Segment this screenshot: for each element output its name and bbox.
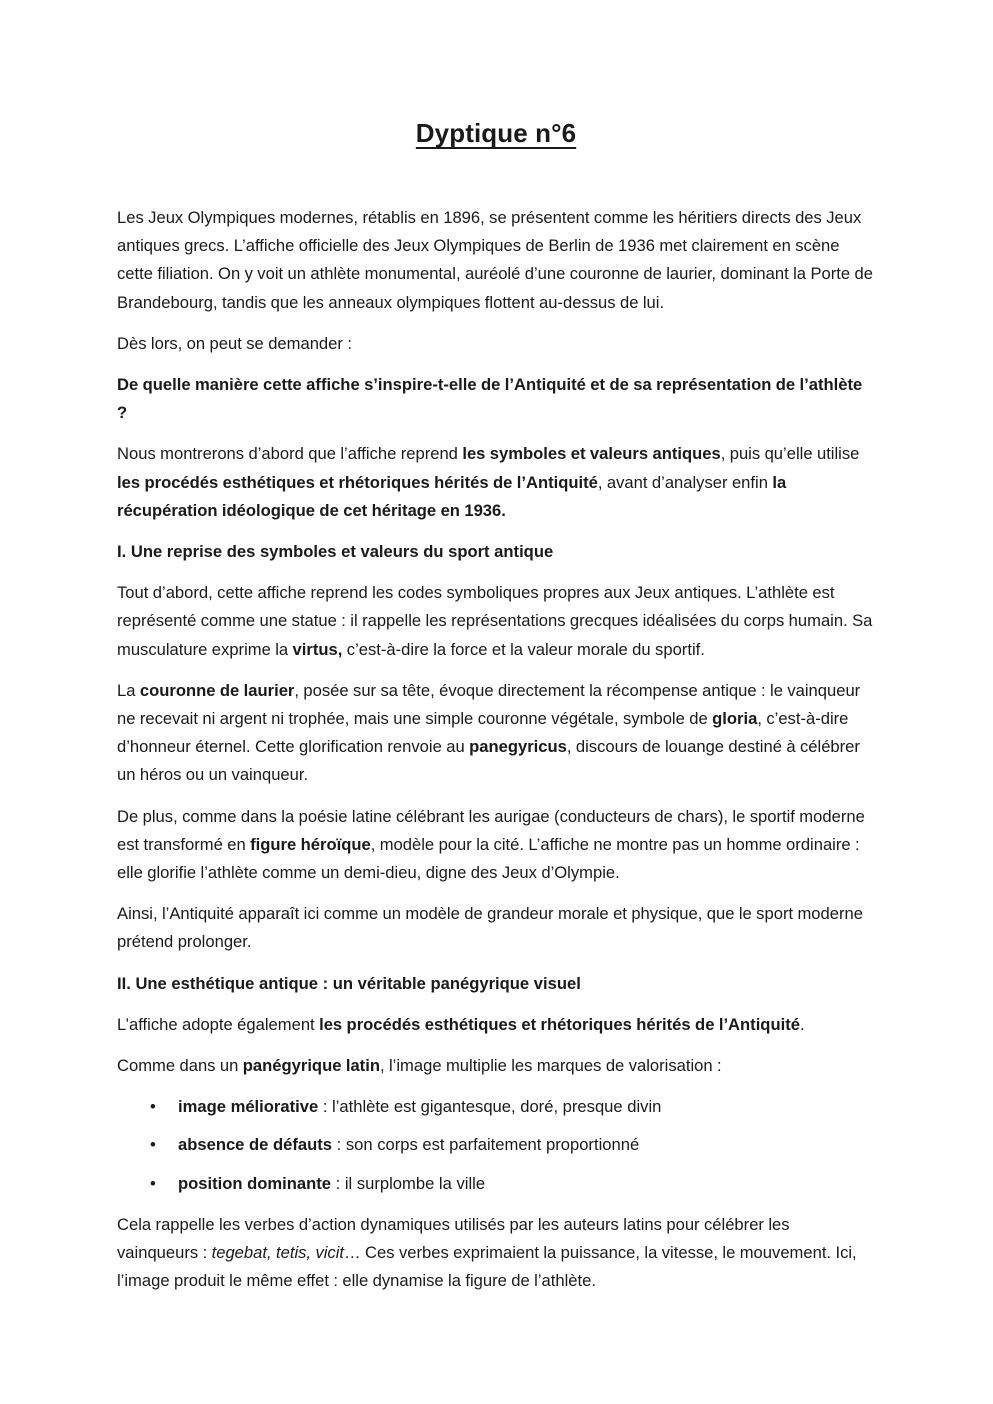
aurigae-part-1: De plus, comme dans la poésie latine célébrant les aurigae (conducteurs de chars), le sportif moderne est transformé en [117, 806, 865, 854]
panegyrique-part-2: , l’image multiplie les marques de valorisation : [379, 1056, 722, 1076]
plan-bold-2: les procédés esthétiques et rhétoriques hérités de l’Antiquité [117, 472, 598, 492]
verbes-part-1: Cela rappelle les verbes d’action dynamiques utilisés par les auteurs latins pour célébrer les vainqueurs : [117, 1214, 790, 1263]
paragraph-problematique [117, 371, 875, 427]
paragraph-plan [117, 440, 875, 525]
list-item [117, 1131, 875, 1159]
paragraph-codes-symboliques [117, 579, 875, 664]
list-item-text: : il surplombe la ville [331, 1173, 486, 1193]
couronne-part-1: La [117, 680, 140, 700]
couronne-bold-gloria: gloria [712, 709, 758, 729]
page-title-text: Dyptique n°6 [415, 118, 577, 148]
list-item-label: image méliorative [178, 1097, 319, 1117]
verbes-part-2: … Ces verbes exprimaient la puissance, la vitesse, le mouvement. Ici, l’image produit le même effet : elle dynamise la figure de l’athlète. [117, 1243, 857, 1291]
page-title [117, 118, 875, 149]
paragraph-aurigae [117, 803, 875, 888]
couronne-bold-1: couronne de laurier [139, 680, 295, 700]
paragraph-lead-in: Dès lors, on peut se demander : [117, 333, 352, 353]
panegyrique-bold-1: panégyrique latin [242, 1056, 380, 1076]
section-heading-2: II. Une esthétique antique : un véritable panégyrique visuel [117, 973, 581, 993]
paragraph-intro: Les Jeux Olympiques modernes, rétablis en 1896, se présentent comme les héritiers directs des Jeux antiques grecs. L’affiche officielle des Jeux Olympiques de Berlin de 1936 met clairement en scène cette filiation. On y voit un athlète monumental, auréolé d’une couronne de laurier, dominant la Porte de Brandebourg, tandis que les anneaux olympiques flottent au-dessus de lui. [117, 208, 873, 312]
codes-bold-virtus: virtus, [292, 639, 343, 659]
codes-part-1: Tout d’abord, cette affiche reprend les codes symboliques propres aux Jeux antiques. L’athlète est représenté comme une statue : il rappelle les représentations grecques idéalisées du corps humain. Sa musculature exprime la [117, 583, 873, 659]
section-heading-1: I. Une reprise des symboles et valeurs du sport antique [117, 542, 554, 562]
paragraph-verbes-action [117, 1211, 875, 1296]
list-item-text: : l’athlète est gigantesque, doré, presque divin [318, 1097, 662, 1117]
couronne-bold-panegyricus: panegyricus [469, 737, 567, 757]
paragraph-panegyrique-latin [117, 1052, 875, 1080]
codes-part-2: c’est-à-dire la force et la valeur morale du sportif. [342, 639, 705, 659]
aurigae-part-2: , modèle pour la cité. L’affiche ne montre pas un homme ordinaire : elle glorifie l’athlète comme un demi-dieu, digne des Jeux d’Olympie. [117, 834, 860, 883]
couronne-part-3: , c’est-à-dire d’honneur éternel. Cette glorification renvoie au [117, 709, 849, 757]
panegyrique-part-1: Comme dans un [117, 1056, 243, 1076]
plan-part-1: Nous montrerons d’abord que l’affiche reprend [117, 444, 463, 464]
procedes-part-2: . [799, 1014, 805, 1034]
plan-bold-1: les symboles et valeurs antiques [462, 444, 721, 464]
list-item-text: : son corps est parfaitement proportionné [332, 1135, 640, 1155]
aurigae-bold-figure-heroique: figure héroïque [250, 834, 371, 854]
list-item-label: position dominante [178, 1173, 332, 1193]
problematique-text: De quelle manière cette affiche s’inspire-t-elle de l’Antiquité et de sa représentation de l’athlète ? [117, 375, 863, 423]
document-body [117, 204, 875, 1309]
paragraph-procedes-esthetiques [117, 1011, 875, 1039]
couronne-part-2: , posée sur sa tête, évoque directement la récompense antique : le vainqueur ne recevait ni argent ni trophée, mais une simple couronne végétale, symbole de [117, 680, 861, 729]
list-item-label: absence de défauts [178, 1135, 333, 1155]
procedes-bold-1: les procédés esthétiques et rhétoriques hérités de l’Antiquité [319, 1014, 800, 1034]
plan-part-2: , puis qu’elle utilise [720, 444, 860, 464]
paragraph-conclusion-partie-1: Ainsi, l’Antiquité apparaît ici comme un modèle de grandeur morale et physique, que le sport moderne prétend prolonger. [117, 904, 863, 952]
plan-bold-3: la récupération idéologique de cet héritage en 1936. [117, 472, 787, 520]
list-item [117, 1093, 875, 1121]
procedes-part-1: L’affiche adopte également [117, 1014, 320, 1034]
valorisation-list [117, 1093, 875, 1198]
plan-part-3: , avant d’analyser enfin [597, 472, 773, 492]
verbes-italic-latin: tegebat, tetis, vicit [211, 1243, 345, 1263]
paragraph-couronne-laurier [117, 677, 875, 790]
couronne-part-4: , discours de louange destiné à célébrer un héros ou un vainqueur. [117, 737, 860, 785]
list-item [117, 1170, 875, 1198]
